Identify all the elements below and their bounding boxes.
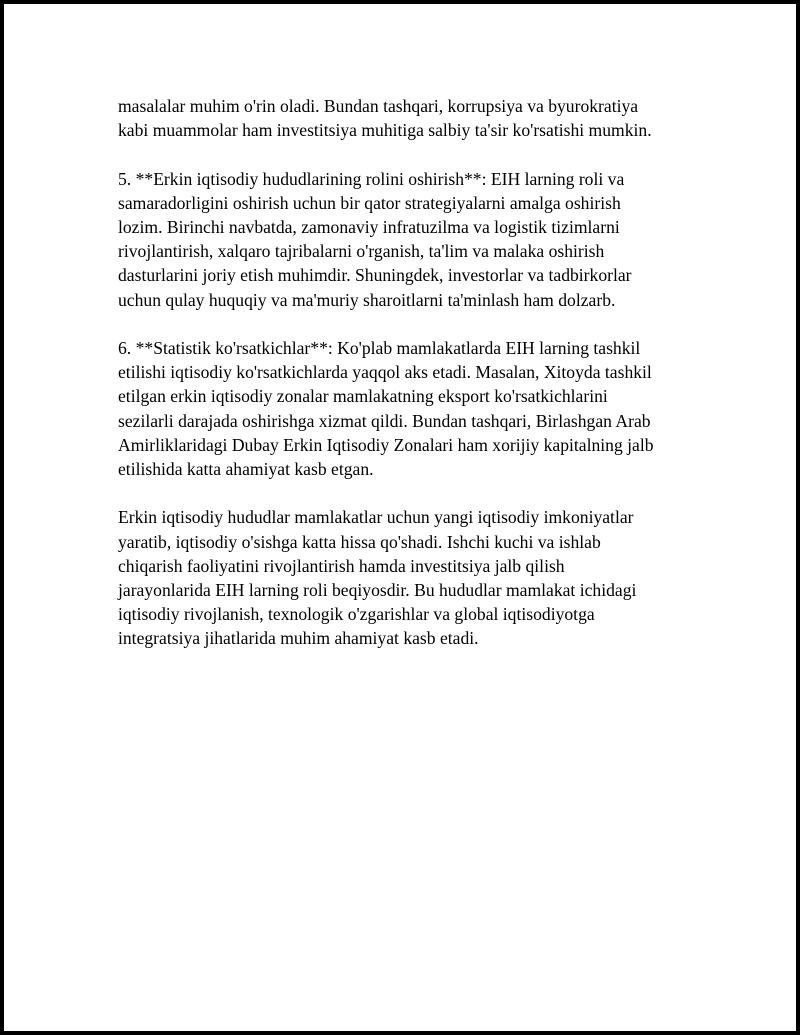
document-body xyxy=(118,94,698,675)
paragraph-conclusion: Erkin iqtisodiy hududlar mamlakatlar uchun yangi iqtisodiy imkoniyatlar yaratib, iqtisodiy o'sishga katta hissa qo'shadi. Ishchi kuchi va ishlab chiqarish faoliyatini rivojlantirish hamda investitsiya jalb qilish jarayonlarida EIH larning roli beqiyosdir. Bu hududlar mamlakat ichidagi iqtisodiy rivojlanish, texnologik o'zgarishlar va global iqtisodiyotga integratsiya jihatlarida muhim ahamiyat kasb etadi. xyxy=(118,507,637,649)
paragraph-continuation: masalalar muhim o'rin oladi. Bundan tashqari, korrupsiya va byurokratiya kabi muammolar ham investitsiya muhitiga salbiy ta'sir ko'rsatishi mumkin. xyxy=(118,96,652,141)
paragraph-point-6: 6. **Statistik ko'rsatkichlar**: Ko'plab mamlakatlarda EIH larning tashkil etilishi iqtisodiy ko'rsatkichlarda yaqqol aks etadi. Masalan, Xitoyda tashkil etilgan erkin iqtisodiy zonalar mamlakatning eksport ko'rsatkichlarini sezilarli darajada oshirishga xizmat qildi. Bundan tashqari, Birlashgan Arab Amirliklaridagi Dubay Erkin Iqtisodiy Zonalari ham xorijiy kapitalning jalb etilishida katta ahamiyat kasb etgan. xyxy=(118,338,654,480)
paragraph-point-5: 5. **Erkin iqtisodiy hududlarining rolini oshirish**: EIH larning roli va samaradorligini oshirish uchun bir qator strategiyalarni amalga oshirish lozim. Birinchi navbatda, zamonaviy infratuzilma va logistik tizimlarni rivojlantirish, xalqaro tajribalarni o'rganish, ta'lim va malaka oshirish dasturlarini joriy etish muhimdir. Shuningdek, investorlar va tadbirkorlar uchun qulay huquqiy va ma'muriy sharoitlarni ta'minlash ham dolzarb. xyxy=(118,168,632,310)
